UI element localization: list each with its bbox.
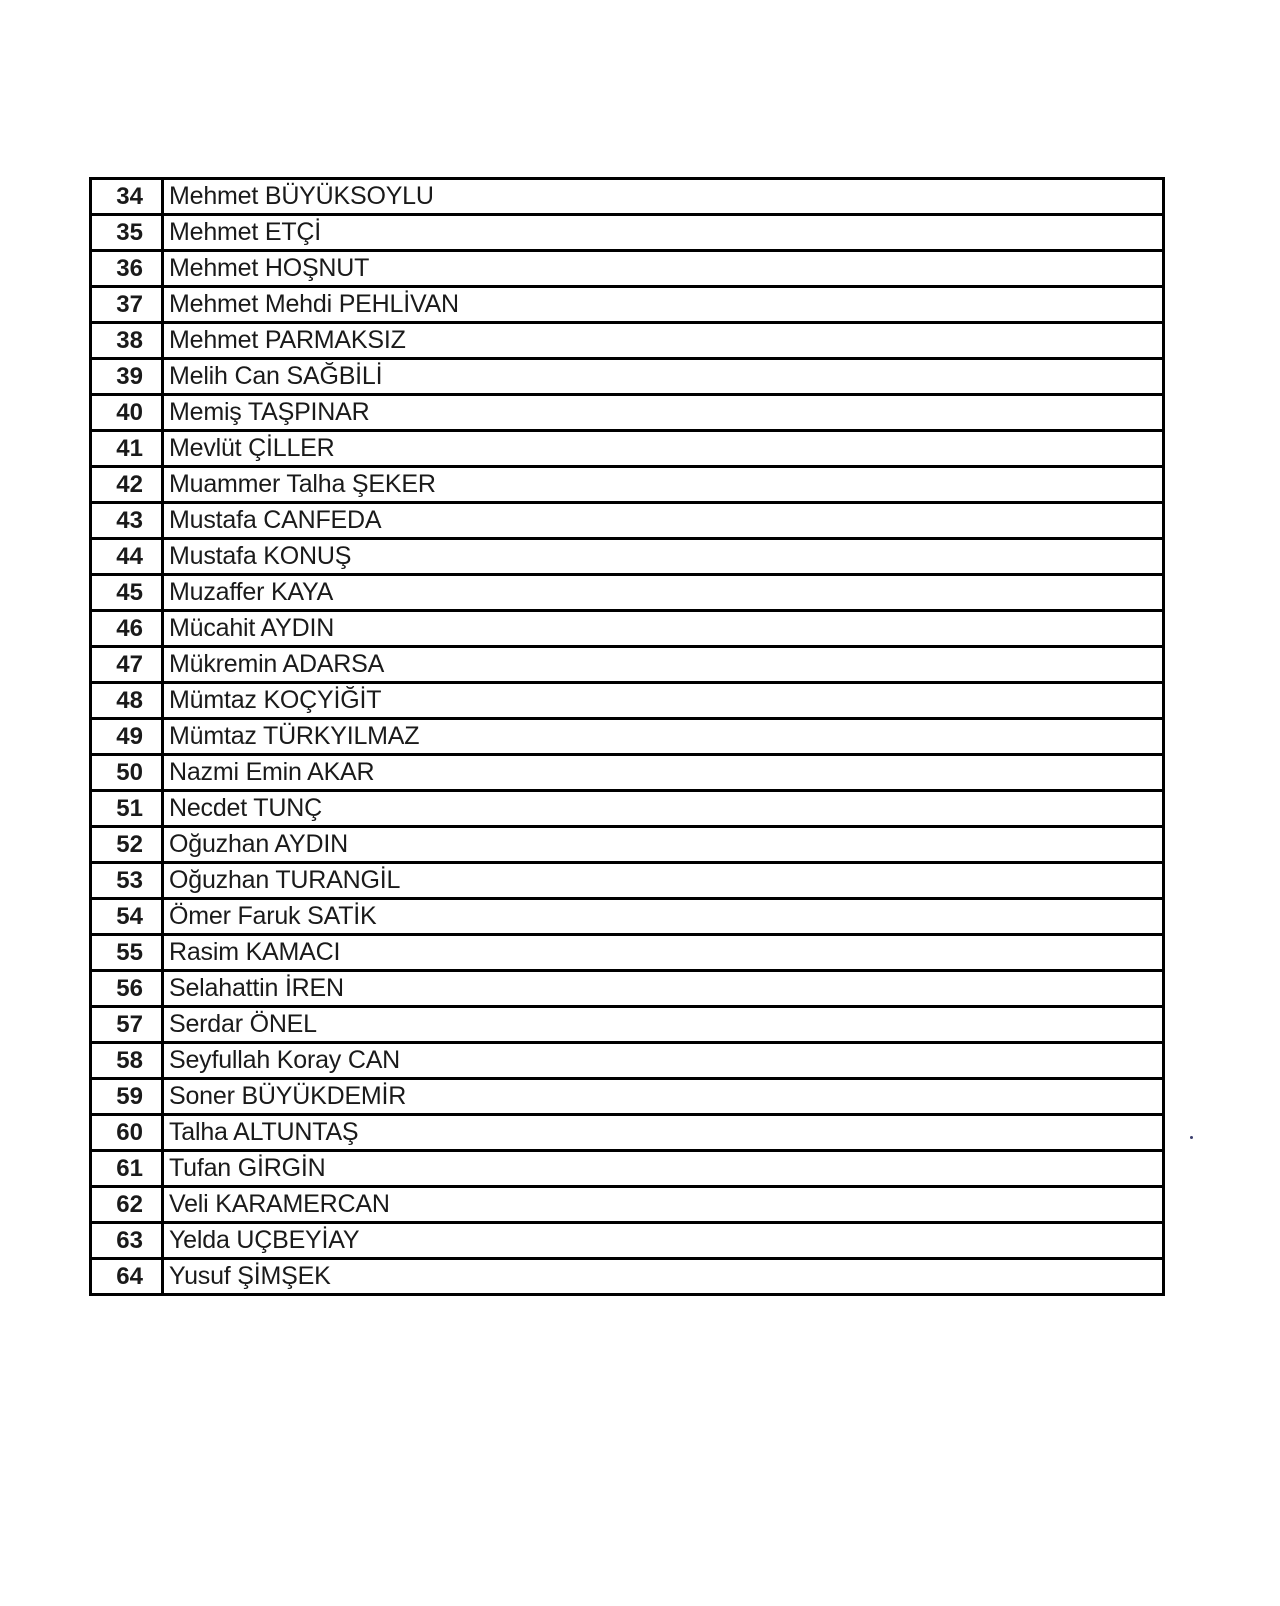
- row-number: 50: [91, 755, 163, 791]
- person-name: Mükremin ADARSA: [163, 647, 1164, 683]
- row-number: 64: [91, 1259, 163, 1295]
- person-name: Mücahit AYDIN: [163, 611, 1164, 647]
- person-name: Serdar ÖNEL: [163, 1007, 1164, 1043]
- row-number: 49: [91, 719, 163, 755]
- table-row: [91, 1223, 1164, 1259]
- person-name: Rasim KAMACI: [163, 935, 1164, 971]
- row-number: 58: [91, 1043, 163, 1079]
- row-number: 56: [91, 971, 163, 1007]
- person-name: Mustafa CANFEDA: [163, 503, 1164, 539]
- row-number: 46: [91, 611, 163, 647]
- row-number: 47: [91, 647, 163, 683]
- row-number: 51: [91, 791, 163, 827]
- row-number: 43: [91, 503, 163, 539]
- table-row: [91, 935, 1164, 971]
- row-number: 54: [91, 899, 163, 935]
- row-number: 48: [91, 683, 163, 719]
- table-row: [91, 791, 1164, 827]
- table-row: [91, 251, 1164, 287]
- person-name: Selahattin İREN: [163, 971, 1164, 1007]
- row-number: 45: [91, 575, 163, 611]
- table-row: [91, 1259, 1164, 1295]
- person-name: Mümtaz TÜRKYILMAZ: [163, 719, 1164, 755]
- person-name: Memiş TAŞPINAR: [163, 395, 1164, 431]
- person-name: Seyfullah Koray CAN: [163, 1043, 1164, 1079]
- row-number: 55: [91, 935, 163, 971]
- row-number: 62: [91, 1187, 163, 1223]
- person-name: Mehmet HOŞNUT: [163, 251, 1164, 287]
- person-name: Oğuzhan TURANGİL: [163, 863, 1164, 899]
- person-name: Mehmet ETÇİ: [163, 215, 1164, 251]
- table-row: [91, 359, 1164, 395]
- row-number: 40: [91, 395, 163, 431]
- person-name: Veli KARAMERCAN: [163, 1187, 1164, 1223]
- person-name: Muammer Talha ŞEKER: [163, 467, 1164, 503]
- table-row: [91, 1007, 1164, 1043]
- row-number: 53: [91, 863, 163, 899]
- person-name: Mustafa KONUŞ: [163, 539, 1164, 575]
- row-number: 34: [91, 179, 163, 215]
- person-name: Yusuf ŞİMŞEK: [163, 1259, 1164, 1295]
- row-number: 39: [91, 359, 163, 395]
- person-name: Mevlüt ÇİLLER: [163, 431, 1164, 467]
- table-row: [91, 899, 1164, 935]
- table-row: [91, 215, 1164, 251]
- table-row: [91, 395, 1164, 431]
- table-row: [91, 1115, 1164, 1151]
- stray-dot-mark: [1190, 1136, 1193, 1139]
- person-name: Ömer Faruk SATİK: [163, 899, 1164, 935]
- row-number: 60: [91, 1115, 163, 1151]
- table-row: [91, 287, 1164, 323]
- table-row: [91, 719, 1164, 755]
- table-row: [91, 1151, 1164, 1187]
- table-row: [91, 971, 1164, 1007]
- person-name: Tufan GİRGİN: [163, 1151, 1164, 1187]
- name-list-body: [91, 179, 1164, 1295]
- row-number: 52: [91, 827, 163, 863]
- table-row: [91, 467, 1164, 503]
- table-row: [91, 755, 1164, 791]
- person-name: Mümtaz KOÇYİĞİT: [163, 683, 1164, 719]
- row-number: 37: [91, 287, 163, 323]
- row-number: 42: [91, 467, 163, 503]
- row-number: 63: [91, 1223, 163, 1259]
- table-row: [91, 647, 1164, 683]
- table-row: [91, 575, 1164, 611]
- row-number: 44: [91, 539, 163, 575]
- row-number: 35: [91, 215, 163, 251]
- person-name: Necdet TUNÇ: [163, 791, 1164, 827]
- table-row: [91, 1187, 1164, 1223]
- person-name: Mehmet BÜYÜKSOYLU: [163, 179, 1164, 215]
- table-row: [91, 539, 1164, 575]
- table-row: [91, 1079, 1164, 1115]
- table-row: [91, 863, 1164, 899]
- row-number: 61: [91, 1151, 163, 1187]
- row-number: 36: [91, 251, 163, 287]
- row-number: 38: [91, 323, 163, 359]
- person-name: Muzaffer KAYA: [163, 575, 1164, 611]
- table-row: [91, 611, 1164, 647]
- table-row: [91, 323, 1164, 359]
- row-number: 59: [91, 1079, 163, 1115]
- person-name: Nazmi Emin AKAR: [163, 755, 1164, 791]
- table-row: [91, 827, 1164, 863]
- row-number: 57: [91, 1007, 163, 1043]
- name-list-table: [89, 177, 1165, 1296]
- table-row: [91, 503, 1164, 539]
- person-name: Mehmet Mehdi PEHLİVAN: [163, 287, 1164, 323]
- table-row: [91, 179, 1164, 215]
- person-name: Mehmet PARMAKSIZ: [163, 323, 1164, 359]
- person-name: Melih Can SAĞBİLİ: [163, 359, 1164, 395]
- row-number: 41: [91, 431, 163, 467]
- person-name: Oğuzhan AYDIN: [163, 827, 1164, 863]
- table-row: [91, 683, 1164, 719]
- person-name: Yelda UÇBEYİAY: [163, 1223, 1164, 1259]
- table-row: [91, 431, 1164, 467]
- table-row: [91, 1043, 1164, 1079]
- person-name: Soner BÜYÜKDEMİR: [163, 1079, 1164, 1115]
- person-name: Talha ALTUNTAŞ: [163, 1115, 1164, 1151]
